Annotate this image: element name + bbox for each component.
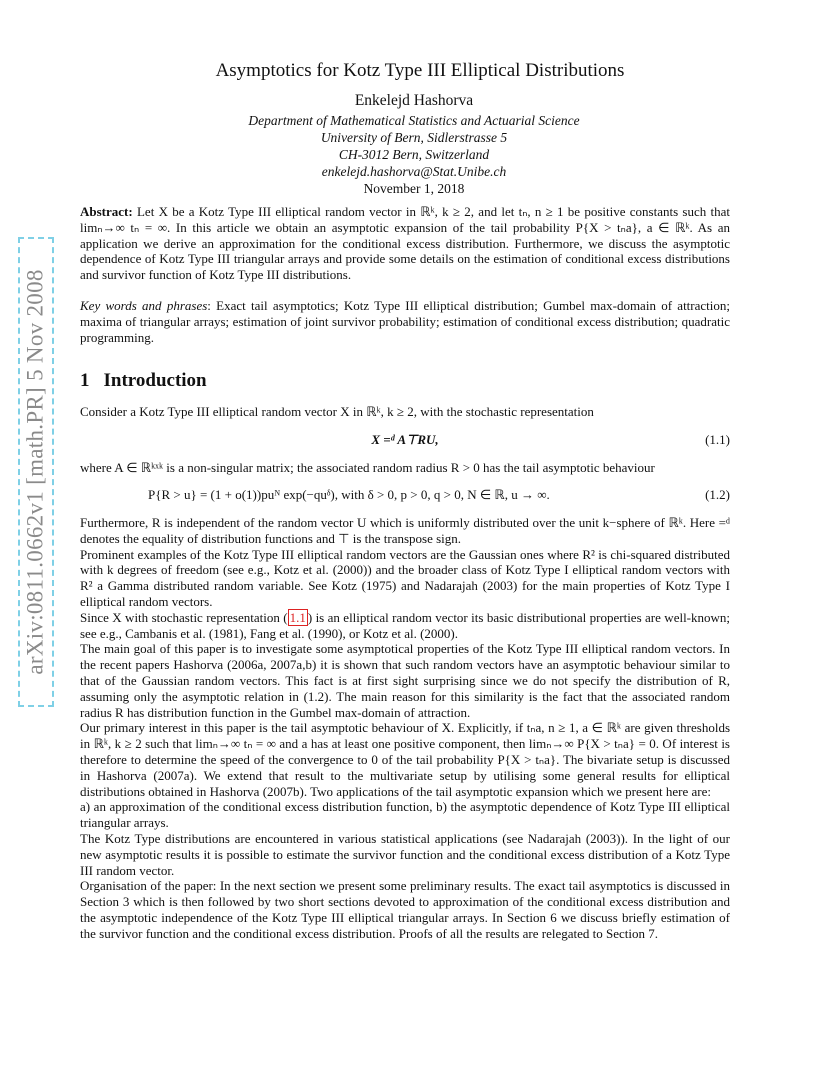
intro-p8: a) an approximation of the conditional excess distribution function, b) the asymptotic dependence of Kotz Type III elliptical triangular arrays. <box>80 799 730 831</box>
intro-p2-text: where A ∈ ℝᵏˣᵏ is a non-singular matrix; the associated random radius R > 0 has the tail asymptotic behaviour <box>80 460 655 475</box>
paper-date: November 1, 2018 <box>363 181 465 196</box>
intro-p7: Our primary interest in this paper is the tail asymptotic behaviour of X. Explicitly, if tₙa, n ≥ 1, a ∈ ℝᵏ are given thresholds in ℝᵏ, k ≥ 2 such that limₙ→∞ tₙ = ∞ and a has at least one positive component, then limₙ→∞ P{X > tₙa} = 0. Of interest is therefore to determine the speed of the convergence to 0 of the tail probability P{X > tₙa}. The bivariate setup is discussed in Hashorva (2007a). We extend that result to the multivariate setup by utilising some general results for elliptical distributions obtained in Hashorva (2007b). Two applications of the tail asymptotic expansion which we present here are: <box>80 720 730 799</box>
author-email: enkelejd.hashorva@Stat.Unibe.ch <box>321 164 507 179</box>
paper-title: Asymptotics for Kotz Type III Elliptical Distributions <box>215 60 625 81</box>
section-number: 1 <box>80 370 90 391</box>
affiliation-city: CH-3012 Bern, Switzerland <box>338 147 490 162</box>
keywords <box>80 298 730 345</box>
intro-p3: Furthermore, R is independent of the random vector U which is uniformly distributed over the unit k−sphere of ℝᵏ. Here =ᵈ denotes the equality of distribution functions and ⊤ is the transpose sign. <box>80 515 730 546</box>
author-name: Enkelejd Hashorva <box>354 92 474 109</box>
abstract-label: Abstract: <box>80 204 133 219</box>
equation-1-2 <box>80 487 730 507</box>
intro-p10: Organisation of the paper: In the next section we present some preliminary results. The exact tail asymptotics is discussed in Section 3 which is then followed by two short sections devoted to approximation of the conditional excess distribution and the asymptotic independence of the Kotz Type III elliptical triangular arrays. In Section 6 we discuss briefly estimation of the survivor function and the conditional excess distribution. Proofs of all the results are relegated to Section 7. <box>80 878 730 941</box>
intro-paragraph-2 <box>80 460 730 476</box>
arxiv-side-stamp <box>18 237 54 707</box>
section-title: Introduction <box>103 370 207 391</box>
intro-p5-start: Since X with stochastic representation ( <box>80 609 288 625</box>
intro-paragraph-1 <box>80 404 730 420</box>
keywords-text: : Exact tail asymptotics; Kotz Type III elliptical distribution; Gumbel max-domain of attraction; maxima of triangular arrays; estimation of joint survivor probability; estimation of conditional excess distribution; quadratic programming. <box>80 298 731 345</box>
affiliation-department: Department of Mathematical Statistics and Actuarial Science <box>248 113 580 128</box>
affiliation-university: University of Bern, Sidlerstrasse 5 <box>320 130 508 145</box>
intro-p4: Prominent examples of the Kotz Type III elliptical random vectors are the Gaussian ones where R² is chi-squared distributed with k degrees of freedom (see e.g., Kotz et al. (2000)) and the broader class of Kotz Type I elliptical random vectors with R² a Gamma distributed random variable. See Kotz (1975) and Nadarajah (2003) for the main properties of Kotz Type I elliptical random vectors. <box>80 546 730 609</box>
keywords-label: Key words and phrases <box>80 298 208 313</box>
abstract-text: Let X be a Kotz Type III elliptical random vector in ℝᵏ, k ≥ 2, and let tₙ, n ≥ 1 be positive constants such that limₙ→∞ tₙ = ∞. In this article we obtain an asymptotic expansion of the tail probability P{X > tₙa}, a ∈ ℝᵏ. As an application we derive an approximation for the conditional excess distribution. Furthermore, we discuss the asymptotic dependence of Kotz Type III triangular arrays and provide some details on the estimation of conditional excess distributions and survivor function of Kotz Type III distributions. <box>80 204 730 283</box>
equation-1-1-label: (1.1) <box>705 432 730 447</box>
abstract <box>80 204 730 283</box>
arxiv-identifier: arXiv:0811.0662v1 [math.PR] 5 Nov 2008 <box>23 269 49 675</box>
intro-p5 <box>80 610 730 642</box>
intro-body <box>80 515 730 942</box>
intro-p9: The Kotz Type distributions are encountered in various statistical applications (see Nadarajah (2003)). In the light of our new asymptotic results it is possible to estimate the survivor function and the conditional excess distribution of a Kotz Type III random vector. <box>80 830 730 878</box>
intro-p1-text: Consider a Kotz Type III elliptical random vector X in ℝᵏ, k ≥ 2, with the stochastic representation <box>80 404 594 419</box>
equation-1-2-expr: P{R > u} = (1 + o(1))puᴺ exp(−quᵟ), with δ > 0, p > 0, q > 0, N ∈ ℝ, u → ∞. <box>148 487 550 502</box>
equation-1-1-expr: X =ᵈ A⊤RU, <box>371 432 439 447</box>
section-heading <box>80 370 207 392</box>
equation-1-2-label: (1.2) <box>705 487 730 502</box>
equation-1-1 <box>80 432 730 452</box>
equation-reference-link[interactable]: 1.1 <box>289 609 306 625</box>
intro-p6: The main goal of this paper is to investigate some asymptotical properties of the Kotz Type III elliptical random vectors. In the recent papers Hashorva (2006a, 2007a,b) it is shown that such random vectors have an asymptotic behaviour similar to that of the Gaussian random vectors. This fact is at first sight surprising since we do not specify the distribution of R, assuming only the asymptotic relation in (1.2). The main reason for this similarity is the fact that the associated random radius R has distribution function in the Gumbel max-domain of attraction. <box>80 641 730 720</box>
title-block <box>0 60 828 197</box>
intro-p5-end: ) is an elliptical random vector its basic distributional properties are well-known; see e.g., Cambanis et al. (1981), Fang et al. (1990), or Kotz et al. (2000). <box>80 609 731 641</box>
